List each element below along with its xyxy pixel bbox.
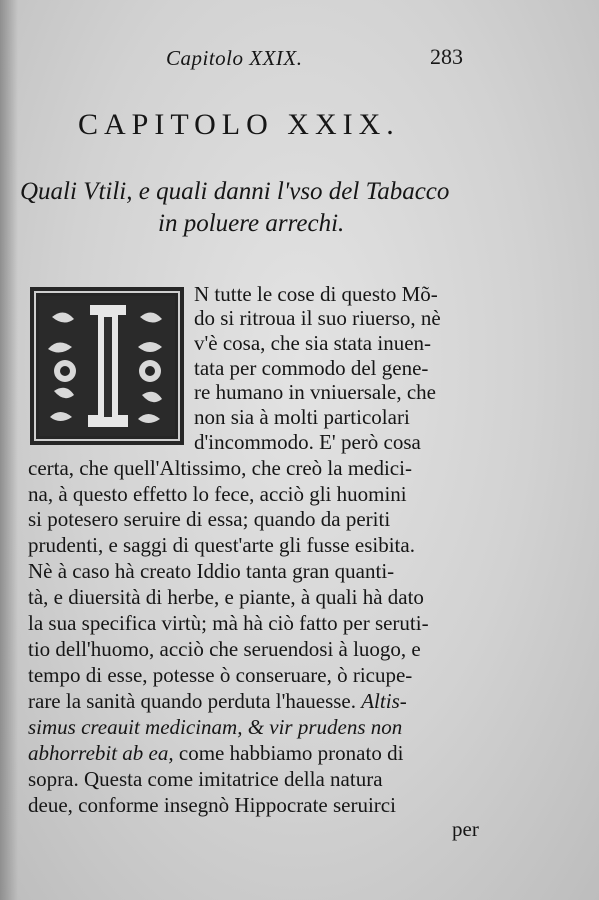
body-line: la sua specifica virtù; mà hà ciò fatto per seruti- (28, 611, 429, 635)
body-line-italic: abhorrebit ab ea, (28, 741, 174, 765)
body-line (28, 741, 403, 765)
body-line: v'è cosa, che sia stata inuen- (194, 331, 432, 355)
body-line: prudenti, e saggi di quest'arte gli fusse esibita. (28, 533, 415, 557)
body-line: certa, che quell'Altissimo, che creò la medici- (28, 456, 412, 480)
body-line: sopra. Questa come imitatrice della natura (28, 767, 383, 791)
body-line: na, à questo effetto lo fece, acciò gli huomini (28, 482, 407, 506)
body-line: si potesero seruire di essa; quando da periti (28, 507, 391, 531)
body-line-text: come habbiamo pronato di (178, 741, 404, 765)
body-line-italic: Altis- (361, 689, 407, 713)
running-title: Capitolo XXIX. (166, 46, 303, 70)
chapter-heading: CAPITOLO XXIX. (78, 108, 400, 141)
catchword: per (452, 817, 479, 841)
body-line: tà, e diuersità di herbe, e piante, à quali hà dato (28, 585, 424, 609)
chapter-subtitle-line-1: Quali Vtili, e quali danni l'vso del Tabacco (20, 178, 450, 205)
body-line: do si ritroua il suo riuerso, nè (194, 306, 441, 330)
body-line: Nè à caso hà creato Iddio tanta gran quanti- (28, 559, 395, 583)
body-line: tio dell'huomo, acciò che seruendosi à luogo, e (28, 637, 421, 661)
body-line-text: rare la sanità quando perduta l'hauesse. (28, 689, 356, 713)
page-number: 283 (430, 44, 463, 69)
body-line: simus creauit medicinam, & vir prudens non (28, 715, 403, 739)
body-line: d'incommodo. E' però cosa (194, 430, 421, 454)
body-line (28, 689, 407, 713)
body-line: N tutte le cose di questo Mõ- (194, 282, 438, 306)
chapter-subtitle-line-2: in poluere arrechi. (158, 210, 345, 237)
body-line: tempo di esse, potesse ò conseruare, ò ricupe- (28, 663, 413, 687)
body-line: tata per commodo del gene- (194, 356, 429, 380)
body-line: re humano in vniuersale, che (194, 380, 436, 404)
page-edge-shadow (0, 0, 18, 900)
body-line: non sia à molti particolari (194, 405, 410, 429)
woodcut-initial-I-icon (30, 287, 184, 445)
body-line: deue, conforme insegnò Hippocrate seruirci (28, 793, 396, 817)
